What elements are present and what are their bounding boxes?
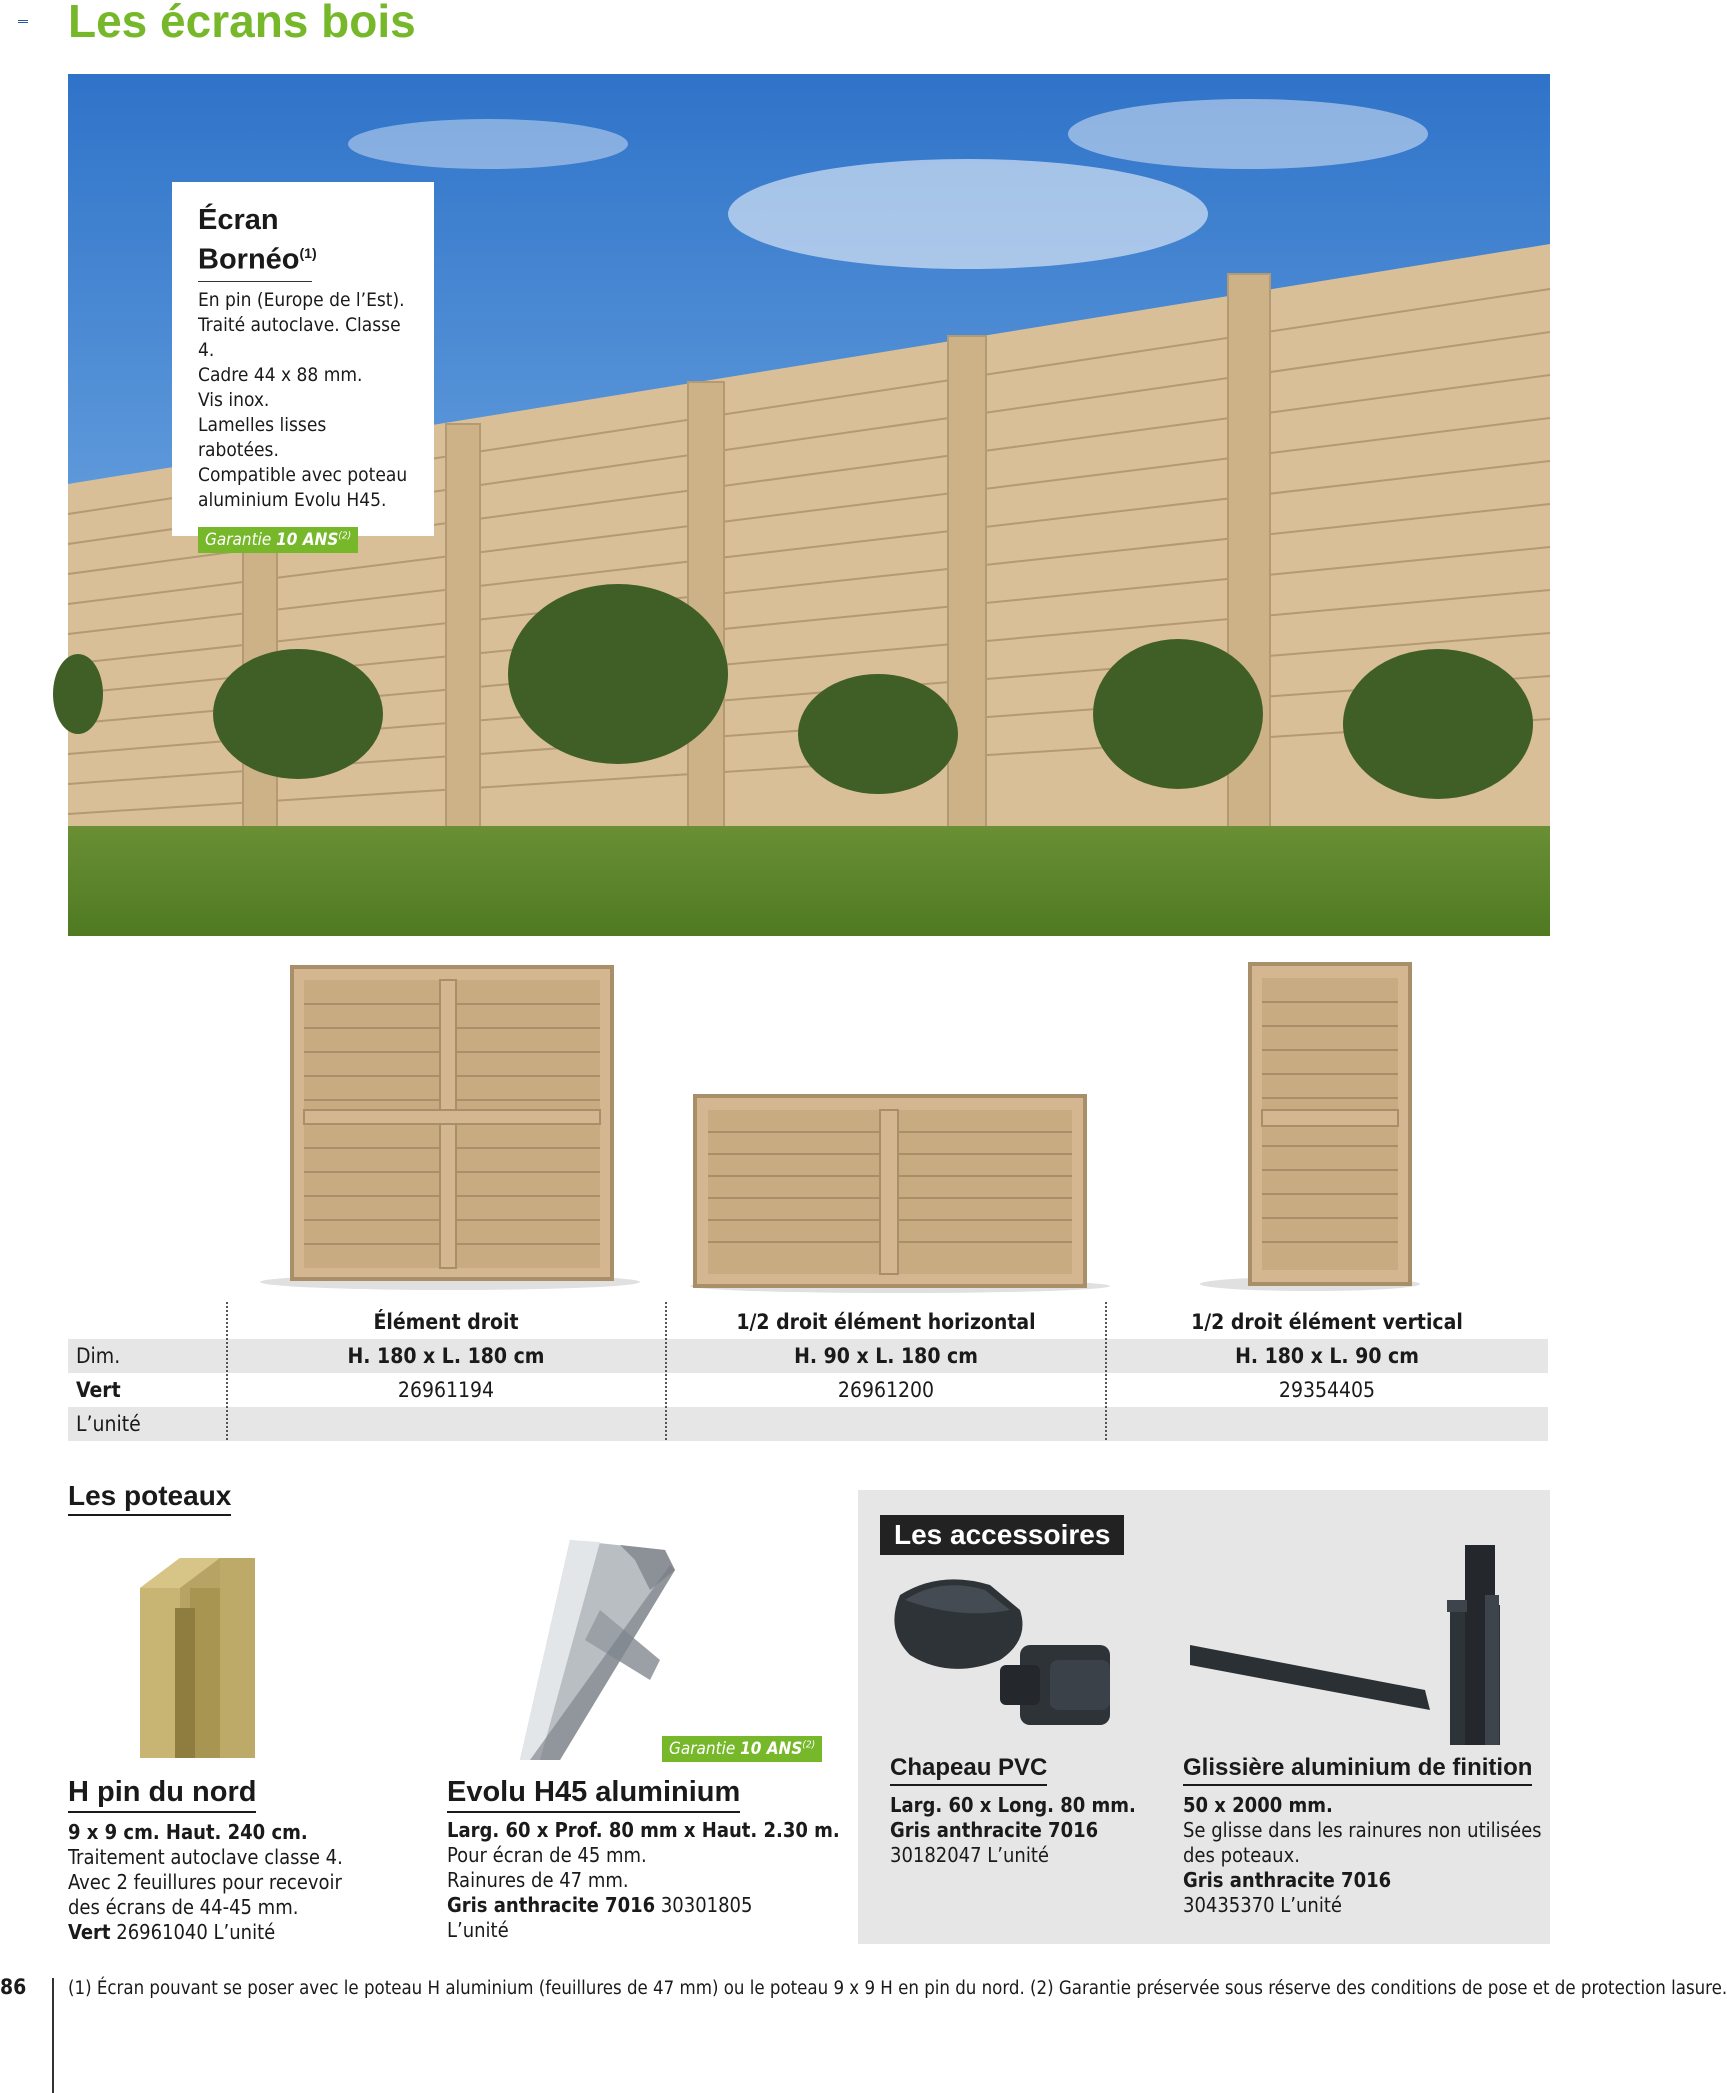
evolu-ref-label: Gris anthracite 7016 <box>447 1893 656 1917</box>
accessories-heading: Les accessoires <box>880 1515 1124 1555</box>
table-cell: 29354405 <box>1278 1378 1376 1402</box>
guarantee-value: 10 ANS <box>740 1739 803 1759</box>
panel-half-vertical-image <box>1190 960 1430 1290</box>
glissiere-image <box>1185 1545 1525 1745</box>
hero-image <box>68 74 1550 936</box>
title-footnote-ref: (1) <box>299 245 317 261</box>
h-pin-spec: 9 x 9 cm. Haut. 240 cm. <box>68 1820 308 1844</box>
panel-half-horizontal-image <box>660 1092 1100 1292</box>
glissiere-reference: 30435370 L’unité <box>1183 1893 1342 1917</box>
chapeau-name: Chapeau PVC <box>890 1754 1047 1786</box>
h-pin-name: H pin du nord <box>68 1776 256 1813</box>
guarantee-prefix: Garantie <box>669 1739 736 1759</box>
column-header: 1/2 droit élément horizontal <box>736 1310 1036 1334</box>
evolu-reference <box>447 1893 752 1918</box>
poteaux-heading: Les poteaux <box>68 1480 231 1516</box>
page-number: 86 <box>0 1975 27 1999</box>
title-underline <box>198 281 312 282</box>
product-info-card <box>172 182 434 550</box>
panel-element-droit-image <box>240 962 620 1288</box>
guarantee-prefix: Garantie <box>205 529 272 550</box>
column-divider <box>1105 1302 1107 1440</box>
footer-divider <box>52 1978 54 2093</box>
evolu-unit: L’unité <box>447 1918 509 1942</box>
guarantee-footnote-ref: (2) <box>802 1739 816 1751</box>
column-header: Élément droit <box>373 1310 519 1334</box>
row-label: Dim. <box>76 1344 121 1368</box>
h-pin-reference <box>68 1920 275 1945</box>
row-label: L’unité <box>76 1412 141 1436</box>
table-row <box>68 1339 1548 1373</box>
row-label: Vert <box>76 1378 121 1402</box>
glissiere-color: Gris anthracite 7016 <box>1183 1868 1392 1892</box>
table-cell: H. 180 x L. 180 cm <box>347 1344 545 1368</box>
chapeau-spec: Larg. 60 x Long. 80 mm. <box>890 1793 1136 1817</box>
table-header-row <box>68 1305 1548 1339</box>
column-header: 1/2 droit élément vertical <box>1191 1310 1463 1334</box>
product-description: En pin (Europe de l’Est). Traité autoclave. Classe 4. Cadre 44 x 88 mm. Vis inox. Lamelles lisses rabotées. Compatible avec poteau aluminium Evolu H45. <box>198 288 408 511</box>
pvc-cap-image <box>880 1565 1150 1745</box>
glissiere-description: Se glisse dans les rainures non utilisées des poteaux. <box>1183 1818 1542 1867</box>
table-cell: H. 180 x L. 90 cm <box>1235 1344 1419 1368</box>
guarantee-value: 10 ANS <box>276 529 339 550</box>
evolu-name: Evolu H45 aluminium <box>447 1776 740 1813</box>
evolu-aluminium-post-image <box>500 1530 720 1770</box>
corner-mark <box>18 20 28 24</box>
glissiere-spec: 50 x 2000 mm. <box>1183 1793 1333 1817</box>
chapeau-reference: 30182047 L’unité <box>890 1843 1049 1867</box>
evolu-spec: Larg. 60 x Prof. 80 mm x Haut. 2.30 m. <box>447 1818 840 1842</box>
evolu-guarantee-badge <box>662 1736 822 1762</box>
product-title-line2: Bornéo <box>198 243 300 276</box>
table-row <box>68 1373 1548 1407</box>
h-pin-ref: 26961040 L’unité <box>116 1920 276 1944</box>
guarantee-badge <box>198 527 358 553</box>
column-divider <box>226 1302 228 1440</box>
evolu-ref: 30301805 <box>660 1893 753 1917</box>
table-cell: 26961194 <box>397 1378 495 1402</box>
column-divider <box>665 1302 667 1440</box>
chapeau-color: Gris anthracite 7016 <box>890 1818 1099 1842</box>
glissiere-name: Glissière aluminium de finition <box>1183 1754 1532 1786</box>
h-pin-post-image <box>120 1548 260 1768</box>
guarantee-footnote-ref: (2) <box>338 530 352 541</box>
h-pin-description: Traitement autoclave classe 4. Avec 2 feuillures pour recevoir des écrans de 44-45 mm. <box>68 1845 343 1919</box>
table-row <box>68 1407 1548 1441</box>
table-cell: 26961200 <box>837 1378 935 1402</box>
table-cell: H. 90 x L. 180 cm <box>794 1344 978 1368</box>
spec-table <box>68 1305 1548 1441</box>
footnote: (1) Écran pouvant se poser avec le poteau H aluminium (feuillures de 47 mm) ou le poteau 9 x 9 H en pin du nord. (2) Garantie préservée sous réserve des conditions de pose et de protection lasure. <box>68 1978 1727 1999</box>
page-title: Les écrans bois <box>68 0 416 47</box>
product-title-line1: Écran <box>198 204 279 236</box>
product-title <box>198 204 408 277</box>
h-pin-ref-label: Vert <box>68 1920 111 1944</box>
evolu-description: Pour écran de 45 mm. Rainures de 47 mm. <box>447 1843 647 1892</box>
